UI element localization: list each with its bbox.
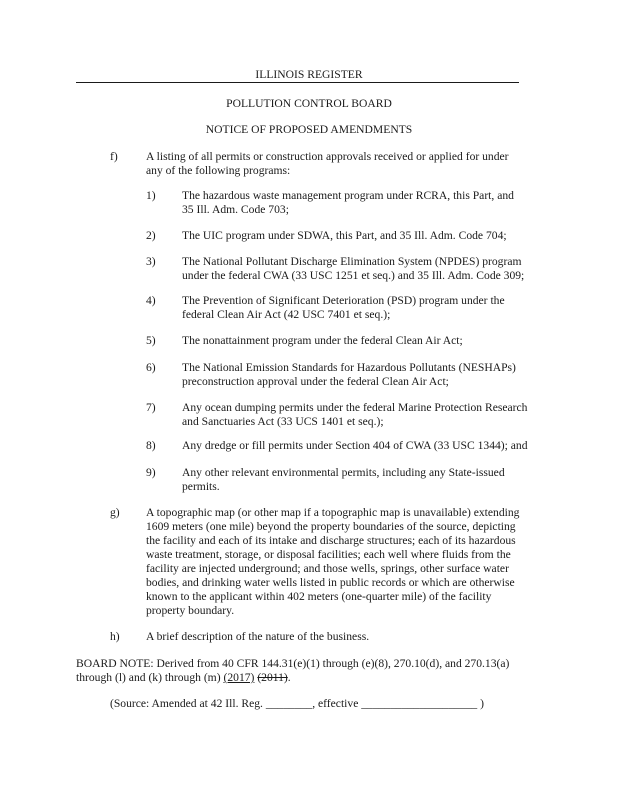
item-1-num: 1) (146, 189, 156, 202)
item-4-text: The Prevention of Significant Deterioration (PSD) program under the federal Clean Air Act (42 USC 7401 et seq.); (182, 294, 505, 321)
item-4-num: 4) (146, 294, 156, 307)
item-6-num: 6) (146, 361, 156, 374)
notice-title: NOTICE OF PROPOSED AMENDMENTS (205, 123, 413, 136)
section-g-text: A topographic map (or other map if a topographic map is unavailable) extending 1609 meters (one mile) beyond the property boundaries of the source, depicting the facility and each of its intake and discharge structures; each of its hazardous waste treatment, storage, or disposal facilities; each well where fluids from the facility are injected underground; and those wells, springs, other surface water bodies, and drinking water wells listed in public records or which are otherwise known to the applicant within 402 meters (one-quarter mile) of the facility property boundary. (146, 506, 520, 617)
header-rule (76, 82, 519, 83)
section-f-label: f) (110, 150, 118, 163)
board-note-period: . (287, 671, 291, 684)
board-note-text: BOARD NOTE: Derived from 40 CFR 144.31(e)(1) through (e)(8), 270.10(d), and 270.13(a) through (l) and (k) through (m) (76, 657, 510, 684)
section-g-label: g) (110, 506, 120, 519)
source-line: (Source: Amended at 42 Ill. Reg. ________, effective ____________________ ) (110, 697, 484, 710)
item-7-num: 7) (146, 401, 156, 414)
item-8-text: Any dredge or fill permits under Section 404 of CWA (33 USC 1344); and (182, 439, 528, 452)
item-9-num: 9) (146, 466, 156, 479)
board-note (76, 657, 536, 685)
item-6-text: The National Emission Standards for Hazardous Pollutants (NESHAPs) preconstruction approval under the federal Clean Air Act; (182, 361, 516, 388)
section-h-text: A brief description of the nature of the business. (146, 630, 370, 643)
item-3-text: The National Pollutant Discharge Elimination System (NPDES) program under the federal CWA (33 USC 1251 et seq.) and 35 Ill. Adm. Code 309; (182, 255, 525, 282)
section-f-text: A listing of all permits or construction approvals received or applied for under any of the following programs: (146, 150, 509, 177)
item-1-text: The hazardous waste management program under RCRA, this Part, and 35 Ill. Adm. Code 703; (182, 189, 514, 216)
item-5-text: The nonattainment program under the federal Clean Air Act; (182, 334, 463, 347)
register-title: ILLINOIS REGISTER (255, 68, 363, 81)
board-title: POLLUTION CONTROL BOARD (226, 97, 392, 110)
item-2-num: 2) (146, 229, 156, 242)
item-7-text: Any ocean dumping permits under the federal Marine Protection Research and Sanctuaries Act (33 UCS 1401 et seq.); (182, 401, 528, 428)
board-note-added-year: (2017) (223, 671, 255, 684)
board-note-deleted-year: (2011) (257, 671, 288, 684)
section-h-label: h) (110, 630, 120, 643)
item-2-text: The UIC program under SDWA, this Part, and 35 Ill. Adm. Code 704; (182, 229, 507, 242)
item-5-num: 5) (146, 334, 156, 347)
item-9-text: Any other relevant environmental permits, including any State-issued permits. (182, 466, 505, 493)
item-3-num: 3) (146, 255, 156, 268)
item-8-num: 8) (146, 439, 156, 452)
